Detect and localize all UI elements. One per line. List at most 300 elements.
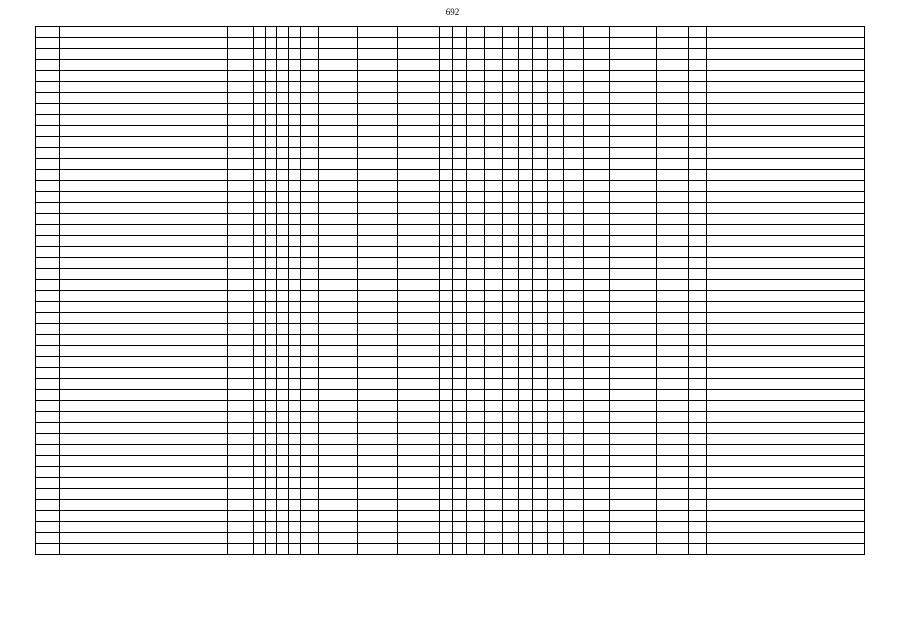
table-cell [548,104,564,115]
table-cell [253,401,265,412]
table-cell [548,71,564,82]
table-cell [609,104,656,115]
table-cell [453,368,467,379]
table-cell [358,401,398,412]
table-cell [289,434,301,445]
table-cell [301,346,319,357]
table-cell [518,148,532,159]
table-cell [277,335,289,346]
table-cell [318,423,358,434]
table-cell [398,280,440,291]
table-cell [253,192,265,203]
table-cell [609,445,656,456]
table-row [36,522,865,533]
table-cell [265,203,277,214]
table-cell [485,258,503,269]
table-cell [518,522,532,533]
table-cell [688,225,706,236]
table-cell [439,511,453,522]
table-cell [467,390,485,401]
table-cell [358,346,398,357]
table-cell [548,159,564,170]
table-cell [59,104,227,115]
table-cell [583,214,609,225]
table-cell [688,423,706,434]
table-cell [609,379,656,390]
table-cell [532,434,548,445]
table-cell [36,324,60,335]
table-cell [398,93,440,104]
table-cell [277,379,289,390]
table-cell [706,115,864,126]
table-cell [688,236,706,247]
table-cell [706,170,864,181]
table-cell [485,357,503,368]
table-cell [688,192,706,203]
table-cell [706,236,864,247]
table-cell [358,137,398,148]
table-cell [583,489,609,500]
table-cell [548,346,564,357]
table-cell [485,368,503,379]
table-cell [439,71,453,82]
table-cell [289,93,301,104]
table-cell [398,478,440,489]
table-row [36,71,865,82]
table-cell [532,60,548,71]
table-cell [706,445,864,456]
table-cell [657,456,689,467]
table-cell [583,170,609,181]
table-cell [518,511,532,522]
table-cell [358,379,398,390]
table-cell [564,533,584,544]
table-cell [358,115,398,126]
table-cell [301,71,319,82]
table-cell [289,467,301,478]
table-cell [36,38,60,49]
table-cell [453,522,467,533]
table-cell [657,291,689,302]
table-cell [265,115,277,126]
table-cell [277,478,289,489]
table-cell [518,269,532,280]
table-cell [532,104,548,115]
table-cell [518,368,532,379]
table-cell [485,324,503,335]
table-row [36,104,865,115]
table-cell [657,313,689,324]
table-cell [277,225,289,236]
table-cell [453,511,467,522]
table-cell [467,544,485,555]
table-cell [502,27,518,38]
table-cell [301,203,319,214]
table-row [36,511,865,522]
table-cell [467,291,485,302]
table-cell [277,456,289,467]
table-cell [318,324,358,335]
table-cell [277,390,289,401]
table-cell [439,489,453,500]
table-cell [289,456,301,467]
table-cell [502,379,518,390]
table-cell [583,467,609,478]
table-cell [502,335,518,346]
table-cell [688,522,706,533]
table-cell [36,115,60,126]
table-cell [467,148,485,159]
table-cell [227,225,253,236]
table-cell [59,82,227,93]
table-cell [453,412,467,423]
table-cell [518,280,532,291]
table-cell [706,137,864,148]
table-cell [301,291,319,302]
table-cell [358,456,398,467]
table-cell [265,423,277,434]
table-cell [518,346,532,357]
table-cell [706,467,864,478]
table-cell [467,258,485,269]
table-cell [277,324,289,335]
table-cell [36,225,60,236]
table-cell [706,280,864,291]
table-cell [36,27,60,38]
table-cell [439,137,453,148]
table-cell [277,500,289,511]
table-cell [518,313,532,324]
table-cell [657,115,689,126]
table-cell [609,192,656,203]
table-cell [439,401,453,412]
table-cell [518,203,532,214]
table-cell [227,27,253,38]
table-cell [548,269,564,280]
table-cell [59,302,227,313]
table-cell [532,335,548,346]
table-cell [439,390,453,401]
table-cell [485,214,503,225]
table-cell [688,126,706,137]
table-cell [548,302,564,313]
table-cell [289,214,301,225]
table-cell [532,82,548,93]
table-cell [564,357,584,368]
table-cell [548,38,564,49]
table-cell [289,522,301,533]
table-cell [657,401,689,412]
table-row [36,27,865,38]
table-row [36,214,865,225]
table-cell [657,434,689,445]
table-cell [59,434,227,445]
table-cell [358,533,398,544]
table-cell [358,192,398,203]
table-cell [548,258,564,269]
table-cell [518,335,532,346]
table-cell [485,170,503,181]
table-cell [358,126,398,137]
table-cell [358,236,398,247]
table-cell [502,533,518,544]
table-cell [467,313,485,324]
table-cell [548,434,564,445]
table-cell [59,258,227,269]
table-cell [564,401,584,412]
table-cell [318,346,358,357]
table-cell [688,324,706,335]
table-cell [439,324,453,335]
table-cell [564,544,584,555]
table-cell [439,456,453,467]
table-cell [532,181,548,192]
table-cell [36,192,60,203]
table-cell [439,93,453,104]
table-cell [36,82,60,93]
table-cell [59,137,227,148]
table-cell [301,236,319,247]
table-cell [502,390,518,401]
table-cell [502,115,518,126]
table-cell [609,214,656,225]
table-cell [59,126,227,137]
table-cell [265,500,277,511]
table-cell [59,115,227,126]
table-cell [59,489,227,500]
table-cell [277,126,289,137]
table-cell [289,192,301,203]
table-cell [318,225,358,236]
table-cell [532,478,548,489]
table-row [36,467,865,478]
table-cell [301,401,319,412]
table-cell [706,258,864,269]
table-cell [301,357,319,368]
table-cell [59,93,227,104]
table-cell [609,302,656,313]
table-cell [688,203,706,214]
table-cell [318,291,358,302]
table-cell [467,104,485,115]
table-cell [518,544,532,555]
table-cell [277,401,289,412]
table-cell [265,478,277,489]
table-cell [253,357,265,368]
table-cell [453,324,467,335]
table-cell [583,269,609,280]
table-cell [318,192,358,203]
table-row [36,423,865,434]
table-cell [453,258,467,269]
table-cell [289,302,301,313]
table-cell [502,214,518,225]
table-cell [583,335,609,346]
table-cell [467,269,485,280]
table-cell [583,390,609,401]
table-cell [706,533,864,544]
table-cell [253,368,265,379]
table-cell [227,214,253,225]
table-cell [688,27,706,38]
table-cell [485,93,503,104]
table-cell [583,236,609,247]
table-cell [502,500,518,511]
table-cell [706,412,864,423]
table-cell [289,346,301,357]
table-cell [657,500,689,511]
table-cell [583,434,609,445]
table-cell [253,280,265,291]
table-cell [467,467,485,478]
table-cell [583,401,609,412]
table-cell [289,324,301,335]
table-cell [609,478,656,489]
table-cell [548,115,564,126]
table-cell [277,27,289,38]
table-cell [485,148,503,159]
table-cell [253,170,265,181]
table-cell [688,159,706,170]
table-cell [564,302,584,313]
table-cell [59,478,227,489]
table-cell [59,456,227,467]
table-cell [518,291,532,302]
table-cell [485,434,503,445]
table-cell [253,467,265,478]
table-cell [289,148,301,159]
table-cell [318,379,358,390]
table-cell [485,467,503,478]
table-cell [564,467,584,478]
table-cell [583,423,609,434]
table-cell [688,467,706,478]
table-cell [467,500,485,511]
table-cell [318,368,358,379]
table-cell [358,445,398,456]
table-cell [453,104,467,115]
table-cell [265,401,277,412]
table-cell [564,181,584,192]
table-cell [277,445,289,456]
table-cell [688,170,706,181]
table-cell [36,335,60,346]
table-cell [485,456,503,467]
table-cell [706,434,864,445]
table-cell [706,401,864,412]
table-cell [453,82,467,93]
table-cell [318,533,358,544]
table-cell [265,137,277,148]
table-cell [265,269,277,280]
table-cell [467,236,485,247]
table-cell [657,368,689,379]
table-row [36,60,865,71]
table-cell [59,544,227,555]
table-cell [36,291,60,302]
table-cell [453,192,467,203]
table-cell [36,148,60,159]
table-cell [253,181,265,192]
table-cell [277,115,289,126]
table-cell [453,225,467,236]
table-cell [289,478,301,489]
table-cell [227,544,253,555]
table-cell [518,390,532,401]
table-row [36,49,865,60]
table-cell [398,236,440,247]
table-cell [265,467,277,478]
table-cell [453,38,467,49]
table-cell [36,71,60,82]
table-cell [36,357,60,368]
table-row [36,401,865,412]
table-cell [609,533,656,544]
table-cell [439,203,453,214]
table-cell [548,423,564,434]
table-cell [532,280,548,291]
table-cell [358,489,398,500]
table-cell [657,148,689,159]
table-cell [265,291,277,302]
table-cell [688,456,706,467]
table-cell [265,412,277,423]
table-cell [59,291,227,302]
table-cell [583,379,609,390]
table-cell [253,38,265,49]
table-cell [277,313,289,324]
page-number: 692 [445,7,460,17]
table-cell [439,335,453,346]
table-cell [398,38,440,49]
table-cell [59,60,227,71]
table-cell [253,522,265,533]
table-cell [502,247,518,258]
table-cell [227,500,253,511]
table-cell [265,379,277,390]
table-cell [289,203,301,214]
table-cell [453,445,467,456]
table-cell [301,115,319,126]
table-cell [657,302,689,313]
table-cell [518,467,532,478]
table-cell [467,126,485,137]
table-cell [398,346,440,357]
table-cell [59,170,227,181]
table-cell [564,104,584,115]
table-cell [265,148,277,159]
table-cell [265,38,277,49]
table-cell [59,225,227,236]
table-cell [583,324,609,335]
table-cell [706,478,864,489]
table-row [36,346,865,357]
table-cell [265,313,277,324]
table-cell [657,445,689,456]
table-cell [583,159,609,170]
table-cell [467,82,485,93]
table-cell [453,49,467,60]
table-cell [532,544,548,555]
table-cell [657,203,689,214]
table-cell [688,258,706,269]
table-cell [518,434,532,445]
table-cell [706,148,864,159]
table-cell [277,247,289,258]
table-cell [583,456,609,467]
table-cell [564,247,584,258]
table-cell [227,478,253,489]
